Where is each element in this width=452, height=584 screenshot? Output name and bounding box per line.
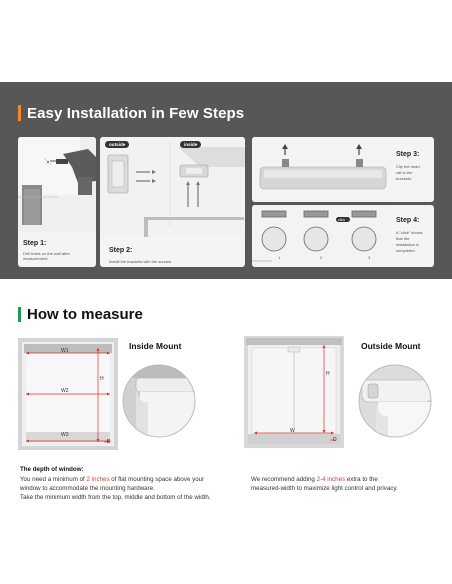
outside-d: D (333, 437, 337, 443)
step2-label: Step 2: (109, 247, 133, 254)
inside-w3: W3 (61, 432, 69, 438)
step2-desc: Install the brackets with the screws. (109, 259, 172, 264)
step1-card (18, 137, 96, 267)
depth-note-line1 (20, 476, 204, 483)
recommend-line1-a: We recommend adding (251, 476, 317, 483)
installation-title: Easy Installation in Few Steps (27, 104, 245, 122)
inside-d: D (107, 439, 111, 445)
click-label: click (338, 217, 345, 222)
substep-1: 1 (278, 255, 281, 260)
recommend-note-line2: measured-width to maximize light control and privacy. (251, 485, 398, 492)
title-accent-bar (18, 105, 21, 121)
measure-title-row (18, 305, 143, 323)
outside-h: H (326, 371, 330, 377)
inside-tag: inside (180, 141, 201, 148)
step2-card (100, 137, 245, 267)
step4-desc-line3: installation is (396, 242, 419, 247)
drill-wall-illustration (18, 137, 96, 232)
step3-desc-line2: rail to the (396, 170, 413, 175)
depth-note-highlight: 2 inches (86, 476, 110, 483)
bracket-install-illustration (100, 137, 245, 237)
recommend-line1-b: extra to the (345, 476, 378, 483)
step3-desc-line1: Clip the head (396, 164, 420, 169)
outside-tag: outside (105, 141, 129, 148)
outside-w: W (290, 428, 295, 434)
depth-note-line2: window to accommodate the mounting hardware. (20, 485, 155, 492)
step4-label: Step 4: (396, 217, 420, 224)
depth-note-line1-a: You need a minimum of (20, 476, 87, 483)
inside-w2: W2 (61, 388, 69, 394)
step1-desc-line1: Drill holes on the wall after (23, 251, 70, 256)
step4-desc-line1: A "click" shows (396, 230, 423, 235)
outside-mount-closeup (358, 364, 432, 438)
inside-w1: W1 (61, 348, 69, 354)
inside-mount-closeup (122, 364, 196, 438)
inside-h: H (100, 376, 104, 382)
step3-card (252, 137, 434, 202)
recommend-note-line1 (251, 476, 378, 483)
substep-2: 2 (320, 255, 323, 260)
step3-desc-line3: brackets. (396, 176, 413, 181)
recommend-highlight: 2-4 inches (316, 476, 346, 483)
step4-card (252, 205, 434, 267)
step1-desc-line2: measurement. (23, 256, 49, 261)
inside-mount-label: Inside Mount (129, 341, 182, 351)
step3-label: Step 3: (396, 151, 420, 158)
measure-accent-bar (18, 307, 21, 322)
headrail-clip-illustration (252, 137, 392, 202)
depth-note-heading: The depth of window: (20, 466, 84, 473)
substep-3: 3 (368, 255, 371, 260)
step4-desc-line4: completed. (396, 248, 416, 253)
measure-title: How to measure (27, 305, 143, 323)
installation-title-row (18, 104, 244, 122)
depth-note-line3: Take the minimum width from the top, middle and bottom of the width. (20, 494, 211, 501)
step1-label: Step 1: (23, 240, 47, 247)
depth-note-line1-b: of flat mounting space above your (109, 476, 205, 483)
outside-mount-label: Outside Mount (361, 341, 421, 351)
step4-desc-line2: that the (396, 236, 410, 241)
